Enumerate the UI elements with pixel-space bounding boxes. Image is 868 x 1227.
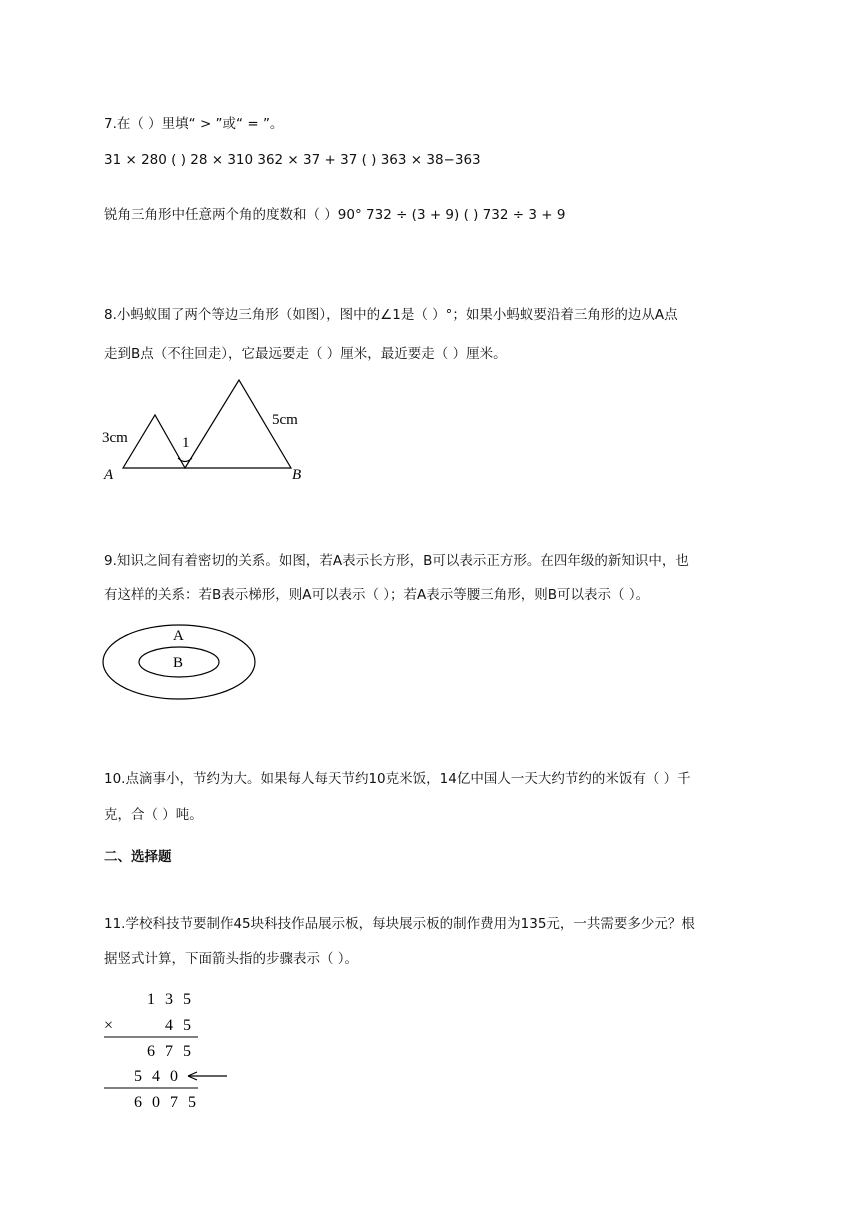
point-a-label: A (104, 467, 114, 483)
q8-line2: 走到B点（不往回走），它最远要走（ ）厘米，最近要走（ ）厘米。 (104, 346, 507, 362)
section-title: 二、选择题 (104, 849, 172, 865)
q9-line2: 有这样的关系：若B表示梯形，则A可以表示（ ）；若A表示等腰三角形，则B可以表示（ ）。 (104, 587, 650, 603)
point-b-label: B (292, 467, 302, 483)
inner-label-b: B (173, 655, 184, 671)
q8-line1: 8.小蚂蚁围了两个等边三角形（如图），图中的∠1是（ ）°；如果小蚂蚁要沿着三角形的边从A点 (104, 307, 678, 323)
q11-line1: 11.学校科技节要制作45块科技作品展示板，每块展示板的制作费用为135元，一共需要多少元？根 (104, 916, 695, 932)
q8-triangle-figure (98, 372, 318, 487)
q9-ellipse-figure (100, 622, 260, 702)
angle-1-label: 1 (182, 435, 190, 451)
side-3cm-label: 3cm (102, 430, 128, 446)
times-sign: × (104, 1017, 117, 1034)
q11-line2: 据竖式计算，下面箭头指的步骤表示（ ）。 (104, 951, 359, 967)
final-product: 6 0 7 5 (134, 1094, 199, 1110)
vertical-multiplication (100, 985, 240, 1110)
q7-row1: 31 × 280 ( ) 28 × 310 362 × 37 + 37 ( ) 363 × 38−363 (104, 152, 481, 168)
partial-product-2: 5 4 0 (134, 1068, 181, 1085)
multiplier: 4 5 (165, 1017, 194, 1034)
q10-line2: 克，合（ ）吨。 (104, 807, 203, 823)
multiplicand: 1 3 5 (147, 991, 194, 1008)
q9-line1: 9.知识之间有着密切的关系。如图，若A表示长方形，B可以表示正方形。在四年级的新知识中，也 (104, 553, 689, 569)
q7-title: 7.在（ ）里填“ > ”或“ = ”。 (104, 116, 284, 132)
small-triangle (123, 415, 185, 468)
side-5cm-label: 5cm (272, 412, 298, 428)
q7-row2: 锐角三角形中任意两个角的度数和（ ）90° 732 ÷ (3 + 9) ( ) 732 ÷ 3 + 9 (104, 207, 566, 223)
partial-product-1: 6 7 5 (147, 1043, 194, 1060)
q10-line1: 10.点滴事小，节约为大。如果每人每天节约10克米饭，14亿中国人一天大约节约的米饭有（ ）千 (104, 771, 691, 787)
outer-label-a: A (173, 628, 184, 644)
